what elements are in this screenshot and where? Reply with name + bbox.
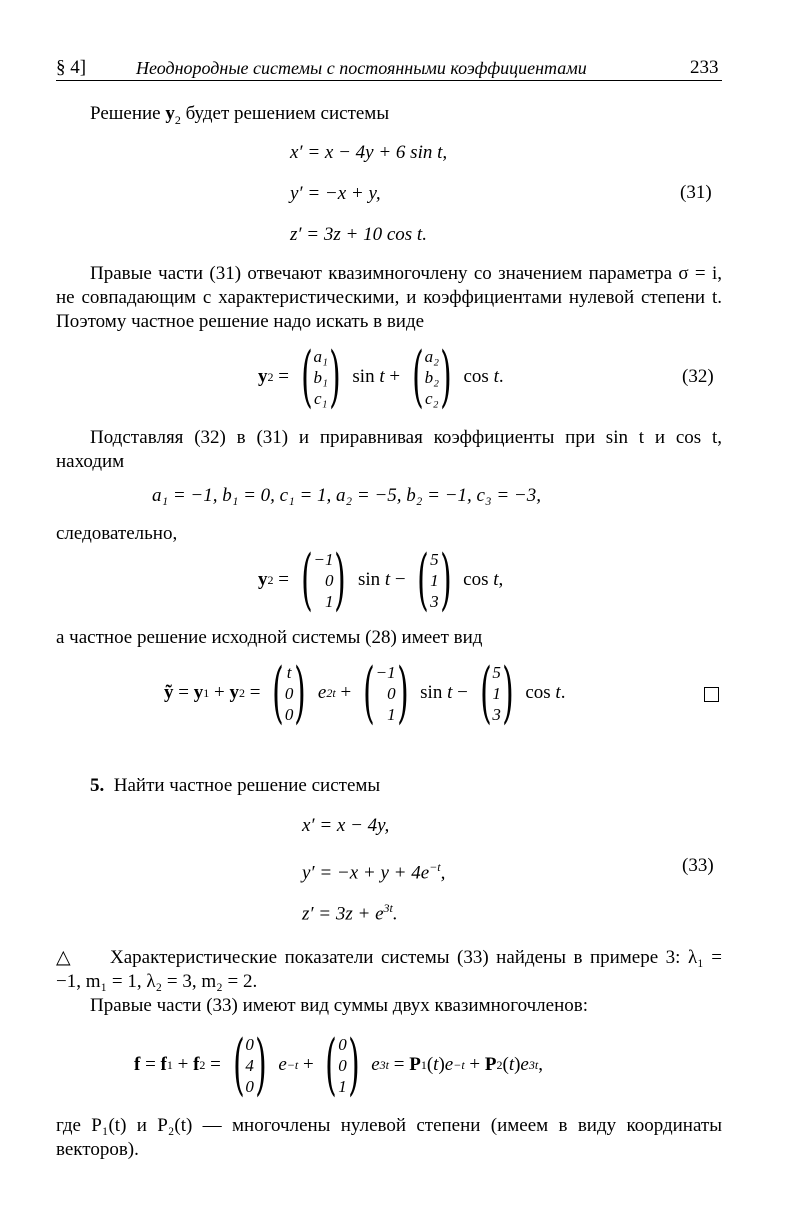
equation-number-32: (32) [682,366,714,387]
equation-f: f = f 1 + f 2 = ( 0 4 0 ) e −t + ( 0 0 1 ) e 3t = P 1 ( t ) e −t + P 2 ( t ) e 3t , [134,1026,543,1103]
system31-line1: x′ = x − 4y + 6 sin t, [290,142,448,163]
paragraph-substitute: Подставляя (32) в (31) и приравнивая коэффициенты при sin t и cos t, находим [56,427,722,472]
paragraph-polynomials: где P₁(t) и P₂(t) — многочлены нулевой степени (имеем в виду координаты векторов). [56,1115,722,1160]
section-mark: § 4] [56,57,87,78]
paragraph-particular: а частное решение исходной системы (28) имеет вид [56,627,483,648]
paragraph-quasi: Правые части (31) отвечают квазимногочлену со значением параметра σ = i, не совпадающим с характеристическими, и коэффициентами нулевой степени t. Поэтому частное решение надо искать в виде [56,263,722,332]
coefficients-line: a₁ = −1, b₁ = 0, c₁ = 1, a₂ = −5, b₂ = −1, c₃ = −3, [152,485,541,506]
running-title: Неоднородные системы с постоянными коэффициентами [136,58,587,78]
equation-number-31: (31) [680,182,712,203]
paragraph-exponents: △ Характеристические показатели системы (33) найдены в примере 3: λ₁ = −1, m₁ = 1, λ₂ = 3, m₂ = 2. [56,947,722,992]
system33-line1: x′ = x − 4y, [302,815,390,836]
system33-line2: $y' = -x + y + 4e^{-t}$, [302,860,446,884]
end-of-proof-box [704,687,719,706]
problem-5: 5. Найти частное решение системы [90,775,381,796]
system33-line3: $z' = 3z + e^{3t}$. [302,901,398,925]
header-rule [56,80,722,81]
paragraph-therefore: следовательно, [56,523,178,544]
equation-ytilde: ỹ = y 1 + y 2 = ( t 0 0 ) e 2t + ( −1 0 1 ) sin t − ( 5 1 3 ) cos t . [164,654,566,731]
system31-line3: z′ = 3z + 10 cos t. [290,224,427,245]
equation-y2: y 2 = ( −1 0 1 ) sin t − ( 5 1 3 ) cos t , [258,541,504,618]
system31-line2: y′ = −x + y, [290,183,381,204]
equation-32: y 2 = ( a₁ b₁ c₁ ) sin t + ( a₂ b₂ c₂ ) cos t . [258,338,504,415]
page-number: 233 [690,57,719,78]
paragraph-intro: Решение $y_2$ будет решением системы [90,103,390,127]
equation-number-33: (33) [682,855,714,876]
paragraph-rhs: Правые части (33) имеют вид суммы двух квазимногочленов: [90,995,588,1016]
